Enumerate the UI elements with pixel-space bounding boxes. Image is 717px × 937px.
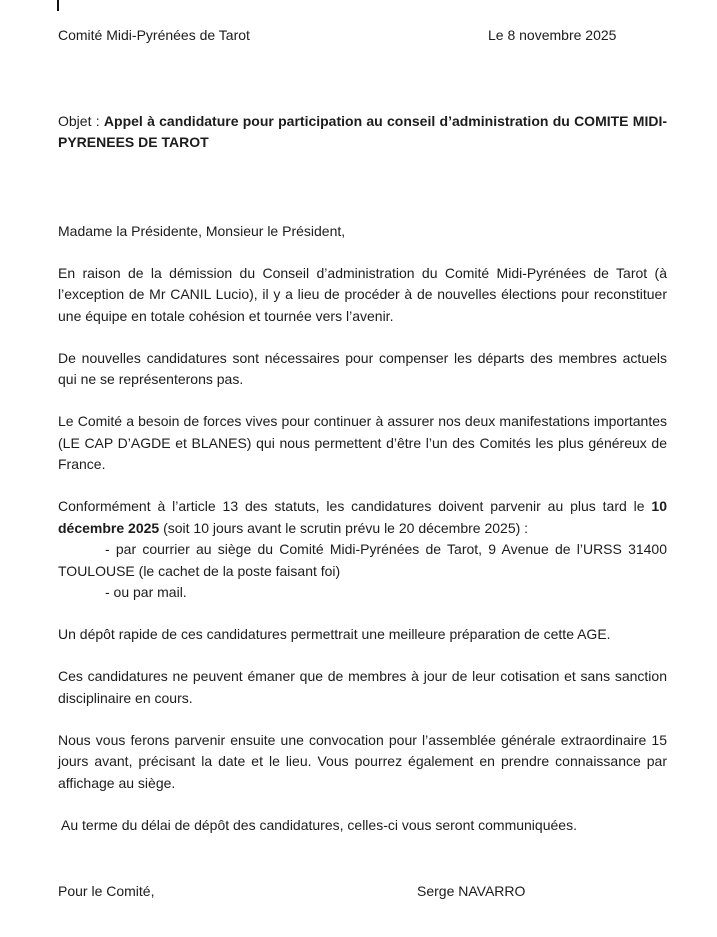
option-courrier: - par courrier au siège du Comité Midi-Pyrénées de Tarot, 9 Avenue de l’URSS 31400 TOULOUSE (le cachet de la poste faisant foi) bbox=[58, 541, 667, 579]
signature-row bbox=[58, 881, 667, 903]
deadline-intro bbox=[58, 496, 667, 539]
committee-name: Comité Midi-Pyrénées de Tarot bbox=[58, 27, 250, 43]
paragraph-convocation: Nous vous ferons parvenir ensuite une convocation pour l’assemblée générale extraordinaire 15 jours avant, précisant la date et le lieu. Vous pourrez également en prendre connaissance par affichage au siège. bbox=[58, 731, 667, 791]
deadline-text-pre: Conformément à l’article 13 des statuts, les candidatures doivent parvenir au plus tard le bbox=[58, 498, 652, 514]
signature-left: Pour le Comité, bbox=[58, 883, 155, 899]
option-mail: - ou par mail. bbox=[105, 584, 187, 600]
paragraph-candidatures-necessaires: De nouvelles candidatures sont nécessaires pour compenser les départs des membres actuels qui ne se représenterons pas. bbox=[58, 349, 667, 387]
letter-date: Le 8 novembre 2025 bbox=[488, 27, 617, 43]
paragraph-demission: En raison de la démission du Conseil d’administration du Comité Midi-Pyrénées de Tarot (à l’exception de Mr CANIL Lucio), il y a lieu de procéder à de nouvelles élections pour reconstituer une équipe en totale cohésion et tournée vers l’avenir. bbox=[58, 264, 667, 324]
paragraph-depot-rapide: Un dépôt rapide de ces candidatures permettrait une meilleure préparation de cette AGE. bbox=[58, 626, 611, 642]
deadline-date-bold: 10 décembre 2025 bbox=[58, 498, 667, 536]
subject-line bbox=[58, 111, 667, 154]
letter-header bbox=[58, 25, 667, 47]
subject-title: Appel à candidature pour participation au conseil d’administration du COMITE MIDI-PYRENEES DE TAROT bbox=[58, 112, 667, 150]
signature-name: Serge NAVARRO bbox=[417, 883, 526, 899]
paragraph-communication: Au terme du délai de dépôt des candidatures, celles-ci vous seront communiquées. bbox=[61, 816, 577, 833]
salutation: Madame la Présidente, Monsieur le Président, bbox=[58, 222, 346, 239]
deadline-text-post: (soit 10 jours avant le scrutin prévu le 20 décembre 2025) : bbox=[159, 519, 529, 536]
paragraph-cotisation: Ces candidatures ne peuvent émaner que de membres à jour de leur cotisation et sans sanction disciplinaire en cours. bbox=[58, 668, 667, 706]
subject-label: Objet : bbox=[58, 112, 104, 129]
paragraph-forces-vives: Le Comité a besoin de forces vives pour continuer à assurer nos deux manifestations importantes (LE CAP D’AGDE et BLANES) qui nous permettent d’être l’un des Comités les plus généreux de France. bbox=[58, 413, 667, 472]
paragraph-deadline bbox=[58, 496, 667, 604]
